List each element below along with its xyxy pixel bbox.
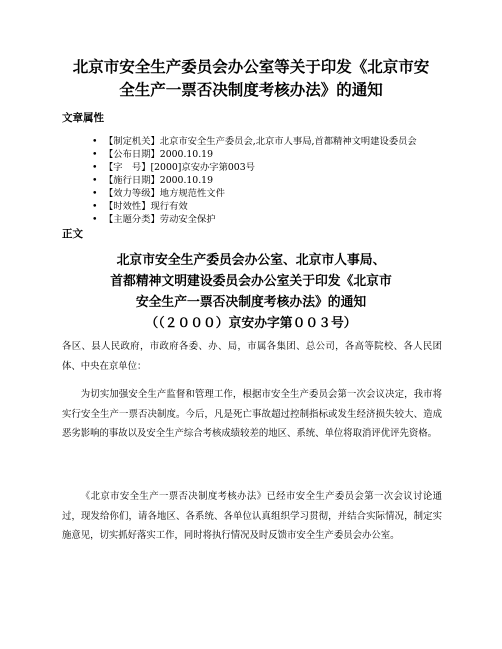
article-title [60,250,442,334]
attributes-list [92,135,444,226]
attribute-item-category: • 【主题分类】劳动安全保护 [92,214,216,225]
bullet-icon: • [92,201,98,212]
article-title-line-3: 安全生产一票否决制度考核办法》的通知 [135,295,367,310]
addressee-paragraph: 各区、县人民政府，市政府各委、办、局，市属各集团、总公司，各高等院校、各人民团体、中央在京单位： [62,341,442,372]
article-title-line-2: 首都精神文明建设委员会办公室关于印发《北京市 [110,274,392,289]
page-title [40,56,462,102]
page-title-line-1: 北京市安全生产委员会办公室等关于印发《北京市安 [72,58,430,76]
attribute-item-issuer: • 【制定机关】北京市安全生产委员会,北京市人事局,首都精神文明建设委员会 [92,136,417,147]
attribute-item-validity: • 【时效性】现行有效 [92,201,188,212]
body-paragraph-2: 《北京市安全生产一票否决制度考核办法》已经市安全生产委员会第一次会议讨论通过，现发给你们，请各地区、各系统、各单位认真组织学习贯彻，并结合实际情况，制定实施意见，切实抓好落实工作，同时将执行情况及时反馈市安全生产委员会办公室。 [62,491,442,541]
body-paragraph-1: 为切实加强安全生产监督和管理工作，根据市安全生产委员会第一次会议决定，我市将实行安全生产一票否决制度。今后，凡是死亡事故超过控制指标或发生经济损失较大、造成恶劣影响的事故以及安全生产综合考核成绩较差的地区、系统、单位将取消评优评先资格。 [62,389,442,439]
article-title-line-1: 北京市安全生产委员会办公室、北京市人事局、 [116,253,386,268]
attribute-item-legal-level: • 【效力等级】地方规范性文件 [92,188,225,199]
page-title-line-2: 全生产一票否决制度考核办法》的通知 [119,81,383,99]
bullet-icon: • [92,175,98,186]
attributes-heading: 文章属性 [62,112,104,124]
bullet-icon: • [92,188,98,199]
attribute-item-doc-number: • 【字 号】[2000]京安办字第003号 [92,162,255,173]
bullet-icon: • [92,214,98,225]
attribute-item-publish-date: • 【公布日期】2000.10.19 [92,149,214,160]
article-doc-number: （（２０００）京安办字第００３号） [145,316,357,331]
bullet-icon: • [92,136,98,147]
bullet-icon: • [92,149,98,160]
body-heading: 正文 [62,228,83,240]
attribute-item-effective-date: • 【施行日期】2000.10.19 [92,175,214,186]
bullet-icon: • [92,162,98,173]
